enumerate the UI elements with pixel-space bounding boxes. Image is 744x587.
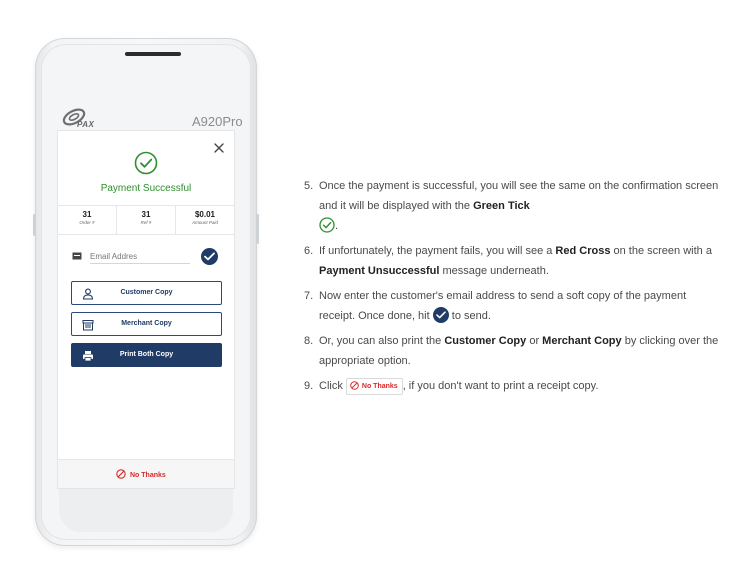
side-button bbox=[33, 214, 36, 236]
check-circle-icon bbox=[319, 217, 335, 233]
stat-value: 31 bbox=[82, 210, 92, 219]
side-button bbox=[256, 214, 259, 244]
cancel-icon bbox=[116, 469, 126, 479]
step-text: Now enter the customer's email address to send a soft copy of the payment receipt. Once done, hit bbox=[319, 290, 687, 322]
customer-copy-button[interactable] bbox=[71, 281, 222, 305]
step-number: 5. bbox=[304, 180, 314, 192]
no-thanks-label: No Thanks bbox=[130, 472, 166, 479]
stat-value: $0.01 bbox=[194, 210, 216, 219]
close-icon[interactable] bbox=[212, 141, 226, 155]
step-bold: Red Cross bbox=[555, 245, 611, 257]
chip-label: No Thanks bbox=[361, 383, 398, 390]
step-text: message underneath. bbox=[439, 265, 549, 277]
button-label: Merchant Copy bbox=[121, 320, 172, 327]
stat-order bbox=[58, 206, 117, 234]
step-text: , if you don't want to print a receipt copy. bbox=[402, 380, 599, 392]
step-bold: Payment Unsuccessful bbox=[319, 265, 440, 277]
stat-ref bbox=[117, 206, 176, 234]
step-text: or bbox=[526, 335, 543, 347]
email-icon bbox=[72, 252, 82, 260]
button-label: Customer Copy bbox=[120, 289, 173, 296]
email-row bbox=[72, 249, 218, 265]
no-thanks-content bbox=[116, 469, 166, 479]
step-bold: Merchant Copy bbox=[542, 335, 622, 347]
payment-status-title: Payment Successful bbox=[100, 183, 192, 194]
cancel-icon bbox=[350, 381, 359, 390]
stat-amount bbox=[176, 206, 234, 234]
stat-value: 31 bbox=[141, 210, 151, 219]
step-bold: Green Tick bbox=[473, 200, 530, 212]
print-both-button[interactable] bbox=[71, 343, 222, 367]
model-name: A920Pro bbox=[192, 114, 243, 129]
step-text: If unfortunately, the payment fails, you will see a bbox=[319, 245, 556, 257]
step-text: Click bbox=[319, 380, 346, 392]
send-check-icon[interactable] bbox=[201, 248, 218, 265]
step-bold: Customer Copy bbox=[444, 335, 527, 347]
step-8 bbox=[304, 331, 724, 371]
stat-label: Amount Paid bbox=[192, 220, 218, 225]
step-text: by clicking over the appropriate option. bbox=[319, 335, 719, 367]
step-7 bbox=[304, 286, 724, 326]
payment-summary bbox=[58, 205, 234, 235]
step-text: Once the payment is successful, you will see the same on the confirmation screen and it will be displayed with the bbox=[319, 180, 719, 212]
terminal-speaker bbox=[125, 52, 181, 56]
send-check-icon bbox=[433, 307, 449, 323]
step-6 bbox=[304, 241, 724, 281]
no-thanks-chip bbox=[346, 378, 403, 395]
step-5 bbox=[304, 176, 724, 236]
stat-label: Ref # bbox=[140, 220, 152, 225]
step-text: . bbox=[335, 220, 339, 232]
step-number: 9. bbox=[304, 380, 314, 392]
stat-label: Order # bbox=[79, 220, 95, 225]
no-thanks-button[interactable] bbox=[58, 459, 234, 488]
instructions-list bbox=[304, 176, 724, 401]
step-text: on the screen with a bbox=[610, 245, 712, 257]
step-number: 8. bbox=[304, 335, 314, 347]
step-9 bbox=[304, 376, 724, 396]
step-number: 7. bbox=[304, 290, 314, 302]
button-label: Print Both Copy bbox=[119, 351, 174, 358]
email-input[interactable] bbox=[90, 249, 190, 264]
payment-result-screen bbox=[58, 131, 234, 488]
brand-name: PAX bbox=[77, 120, 95, 129]
step-number: 6. bbox=[304, 245, 314, 257]
check-circle-icon bbox=[134, 151, 158, 175]
merchant-copy-button[interactable] bbox=[71, 312, 222, 336]
step-text: Or, you can also print the bbox=[319, 335, 445, 347]
step-text: to send. bbox=[448, 310, 491, 322]
